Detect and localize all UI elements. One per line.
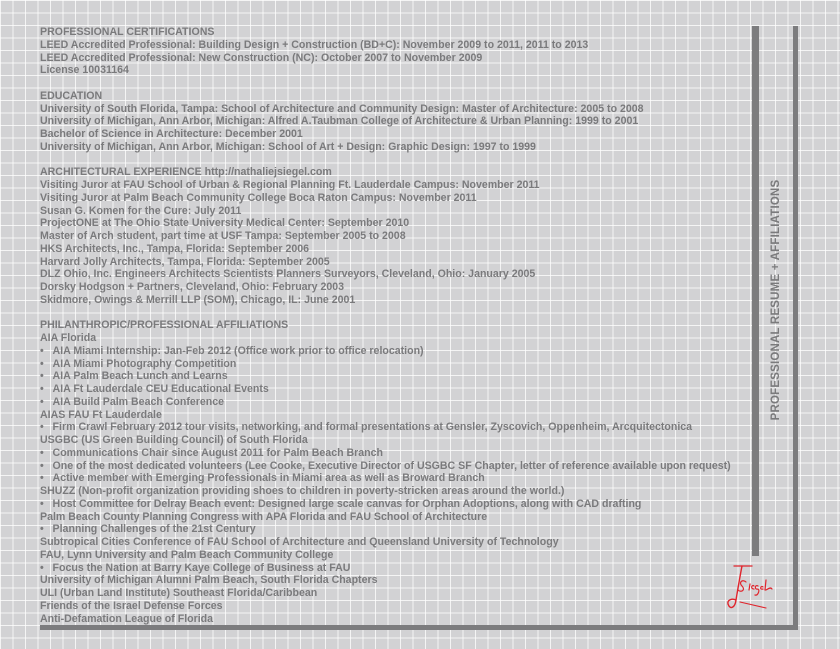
resume-line: HKS Architects, Inc., Tampa, Florida: September 2006	[40, 242, 310, 255]
resume-line: University of Michigan, Ann Arbor, Michigan: School of Art + Design: Graphic Design: 1997 to 1999	[40, 140, 536, 153]
resume-section	[40, 166, 750, 306]
bullet-item: • One of the most dedicated volunteers (Lee Cooke, Executive Director of USGBC SF Chapter, letter of reference available upon request)	[40, 460, 750, 473]
resume-line: Visiting Juror at Palm Beach Community College Boca Raton Campus: November 2011	[40, 191, 477, 204]
resume-line: Palm Beach County Planning Congress with APA Florida and FAU School of Architecture	[40, 510, 488, 523]
resume-line: Friends of the Israel Defense Forces	[40, 599, 223, 612]
resume-line: University of Michigan, Ann Arbor, Michigan: Alfred A.Taubman College of Architecture & Urban Planning: 1999 to 2001	[40, 115, 639, 128]
resume-sections	[40, 26, 750, 625]
resume-line: LEED Accredited Professional: New Construction (NC): October 2007 to November 2009	[40, 51, 483, 64]
resume-line: LEED Accredited Professional: Building Design + Construction (BD+C): November 2009 to 2011, 2011 to 2013	[40, 38, 589, 51]
resume-line: University of Michigan Alumni Palm Beach, South Florida Chapters	[40, 574, 378, 587]
bullet-item: • Host Committee for Delray Beach event: Designed large scale canvas for Orphan Adoptions, along with CAD drafting	[40, 498, 750, 511]
resume-section	[40, 26, 750, 77]
frame-outer-right-bar	[793, 26, 798, 630]
section-heading: EDUCATION	[40, 89, 103, 102]
frame-inner-right-bar	[752, 26, 759, 556]
bullet-item: • Communications Chair since August 2011 for Palm Beach Branch	[40, 447, 750, 460]
side-title: PROFESSIONAL RESUME + AFFILIATIONS	[770, 179, 782, 421]
resume-line: Skidmore, Owings & Merrill LLP (SOM), Chicago, IL: June 2001	[40, 293, 356, 306]
resume-line: License 10031164	[40, 64, 129, 77]
section-heading: ARCHITECTURAL EXPERIENCE http://nathaliejsiegel.com	[40, 166, 332, 179]
resume-line: ULI (Urban Land Institute) Southeast Florida/Caribbean	[40, 587, 318, 599]
resume-line: Subtropical Cities Conference of FAU School of Architecture and Queensland University of Technology	[40, 536, 559, 548]
resume-line: FAU, Lynn University and Palm Beach Community College	[40, 548, 334, 561]
resume-section	[40, 90, 750, 154]
resume-line: USGBC (US Green Building Council) of South Florida	[40, 434, 308, 446]
bullet-item: • AIA Build Palm Beach Conference	[40, 396, 750, 409]
bullet-item: • AIA Ft Lauderdale CEU Educational Events	[40, 383, 750, 396]
resume-line: Susan G. Komen for the Cure: July 2011	[40, 204, 242, 217]
resume-line: University of South Florida, Tampa: School of Architecture and Community Design: Master of Architecture: 2005 to 2008	[40, 102, 644, 115]
bullet-item: • Focus the Nation at Barry Kaye College of Business at FAU	[40, 562, 750, 575]
resume-line: Harvard Jolly Architects, Tampa, Florida: September 2005	[40, 255, 330, 268]
section-heading: PROFESSIONAL CERTIFICATIONS	[40, 26, 215, 38]
resume-line: Bachelor of Science in Architecture: December 2001	[40, 128, 303, 140]
resume-line: Anti-Defamation League of Florida	[40, 612, 214, 625]
bullet-item: • Planning Challenges of the 21st Century	[40, 523, 750, 536]
bullet-item: • AIA Miami Photography Competition	[40, 358, 750, 371]
resume-content	[40, 26, 750, 638]
bullet-item: • AIA Miami Internship: Jan-Feb 2012 (Office work prior to office relocation)	[40, 345, 750, 358]
resume-line: AIAS FAU Ft Lauderdale	[40, 408, 162, 421]
resume-line: Dorsky Hodgson + Partners, Cleveland, Ohio: February 2003	[40, 281, 345, 293]
resume-section	[40, 319, 750, 625]
section-heading: PHILANTHROPIC/PROFESSIONAL AFFILIATIONS	[40, 319, 289, 332]
bullet-item: • Active member with Emerging Professionals in Miami area as well as Broward Branch	[40, 472, 750, 485]
signature-icon	[726, 562, 792, 614]
resume-line: Visiting Juror at FAU School of Urban & Regional Planning Ft. Lauderdale Campus: November 2011	[40, 179, 540, 191]
resume-line: Master of Arch student, part time at USF Tampa: September 2005 to 2008	[40, 230, 406, 242]
resume-line: SHUZZ (Non-profit organization providing shoes to children in poverty-stricken areas around the world.)	[40, 485, 565, 497]
bullet-item: • Firm Crawl February 2012 tour visits, networking, and formal presentations at Gensler, Zyscovich, Oppenheim, Arcquitectonica	[40, 421, 750, 434]
resume-line: ProjectONE at The Ohio State University Medical Center: September 2010	[40, 217, 410, 230]
frame-bottom-bar	[40, 625, 798, 630]
resume-line: AIA Florida	[40, 332, 97, 344]
resume-line: DLZ Ohio, Inc. Engineers Architects Scientists Planners Surveyors, Cleveland, Ohio: January 2005	[40, 268, 536, 281]
bullet-item: • AIA Palm Beach Lunch and Learns	[40, 370, 750, 383]
